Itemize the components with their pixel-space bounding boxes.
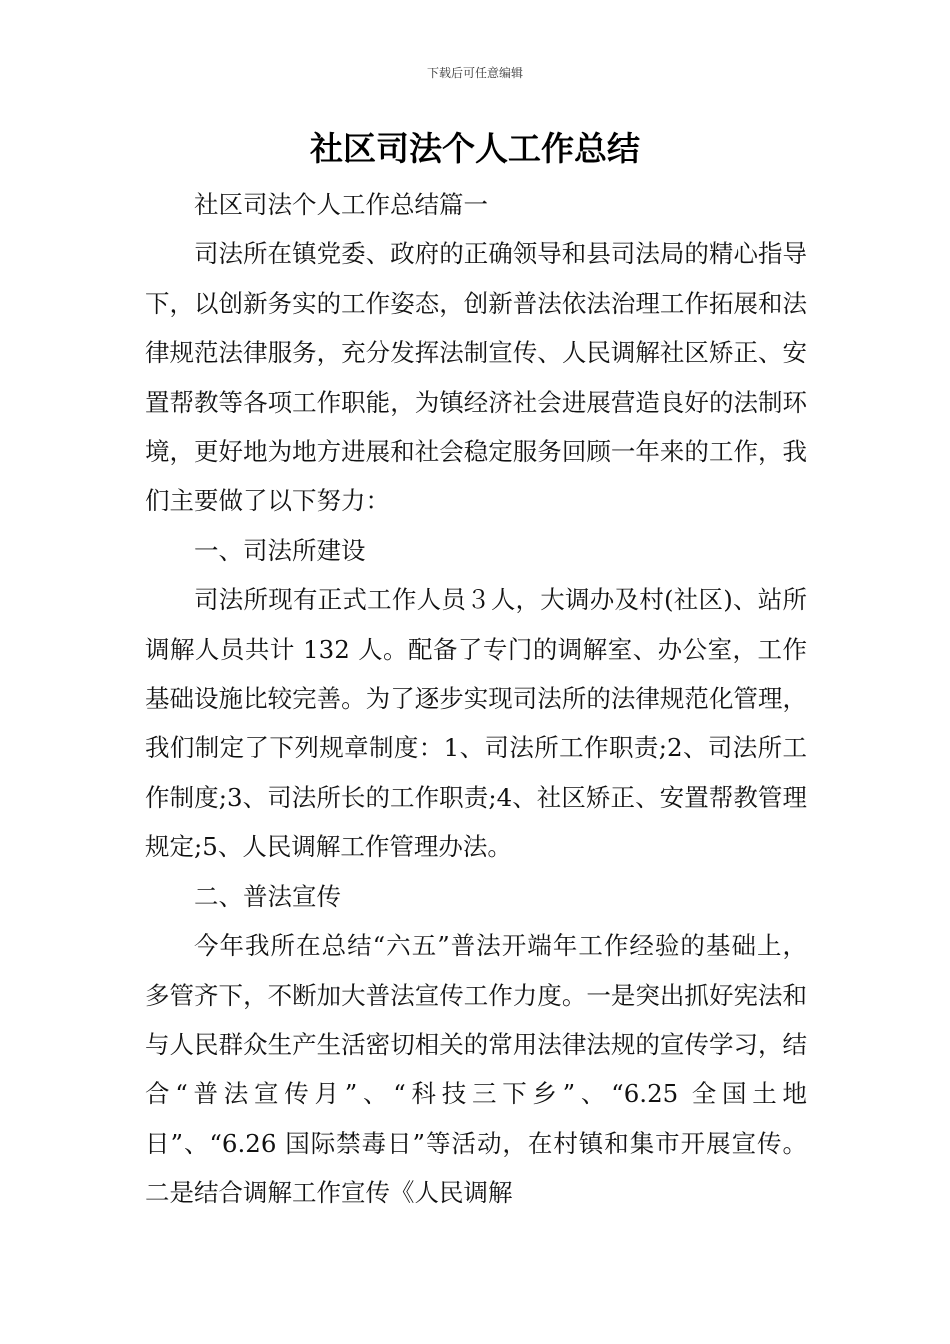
- document-title: 社区司法个人工作总结: [310, 129, 640, 168]
- section2-paragraph: 今年我所在总结“六五”普法开端年工作经验的基础上，多管齐下，不断加大普法宣传工作力度。一是突出抓好宪法和与人民群众生产生活密切相关的常用法律法规的宣传学习，结合“普法宣传月”、“科技三下乡”、“6.25 全国土地日”、“6.26 国际禁毒日”等活动，在村镇和集市开展宣传。二是结合调解工作宣传《人民调解: [145, 931, 807, 1208]
- section1-paragraph: 司法所现有正式工作人员３人，大调办及村(社区)、站所调解人员共计 132 人。配备了专门的调解室、办公室，工作基础设施比较完善。为了逐步实现司法所的法律规范化管理，我们制定了下列规章制度：1、司法所工作职责;2、司法所工作制度;3、司法所长的工作职责;4、社区矫正、安置帮教管理规定;5、人民调解工作管理办法。: [145, 585, 807, 862]
- intro-paragraph: 司法所在镇党委、政府的正确领导和县司法局的精心指导下，以创新务实的工作姿态，创新普法依法治理工作拓展和法律规范法律服务，充分发挥法制宣传、人民调解社区矫正、安置帮教等各项工作职能，为镇经济社会进展营造良好的法制环境，更好地为地方进展和社会稳定服务回顾一年来的工作，我们主要做了以下努力：: [145, 239, 807, 516]
- section2-heading: 二、普法宣传: [194, 881, 341, 911]
- page-header-note: 下载后可任意编辑: [426, 66, 523, 80]
- document-body: [145, 180, 807, 1218]
- section1-heading: 一、司法所建设: [194, 535, 366, 565]
- section-subtitle: 社区司法个人工作总结篇一: [194, 190, 488, 219]
